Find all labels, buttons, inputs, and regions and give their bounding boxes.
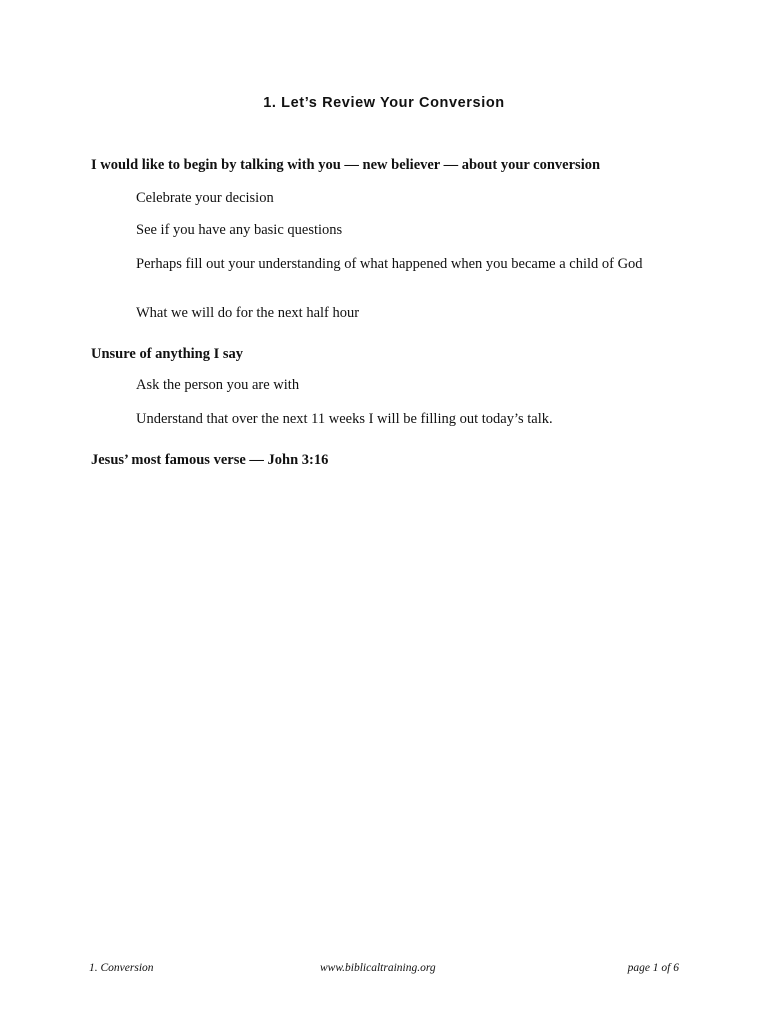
list-item: Ask the person you are with: [136, 377, 300, 393]
section-heading-conversion: I would like to begin by talking with you — new believer — about your conversion: [91, 157, 601, 173]
list-item: Perhaps fill out your understanding of what happened when you became a child of God: [136, 256, 643, 272]
section-heading-unsure: Unsure of anything I say: [91, 346, 244, 362]
list-item: What we will do for the next half hour: [136, 305, 360, 321]
list-item: Celebrate your decision: [136, 190, 274, 206]
footer-website: www.biblicaltraining.org: [320, 962, 436, 974]
footer-section-label: 1. Conversion: [89, 962, 154, 974]
list-item: Understand that over the next 11 weeks I will be filling out today’s talk.: [136, 411, 553, 427]
footer-page-number: page 1 of 6: [627, 962, 679, 974]
page-title: 1. Let’s Review Your Conversion: [263, 95, 505, 111]
list-item: See if you have any basic questions: [136, 222, 343, 238]
section-heading-john-3-16: Jesus’ most famous verse — John 3:16: [91, 452, 329, 468]
